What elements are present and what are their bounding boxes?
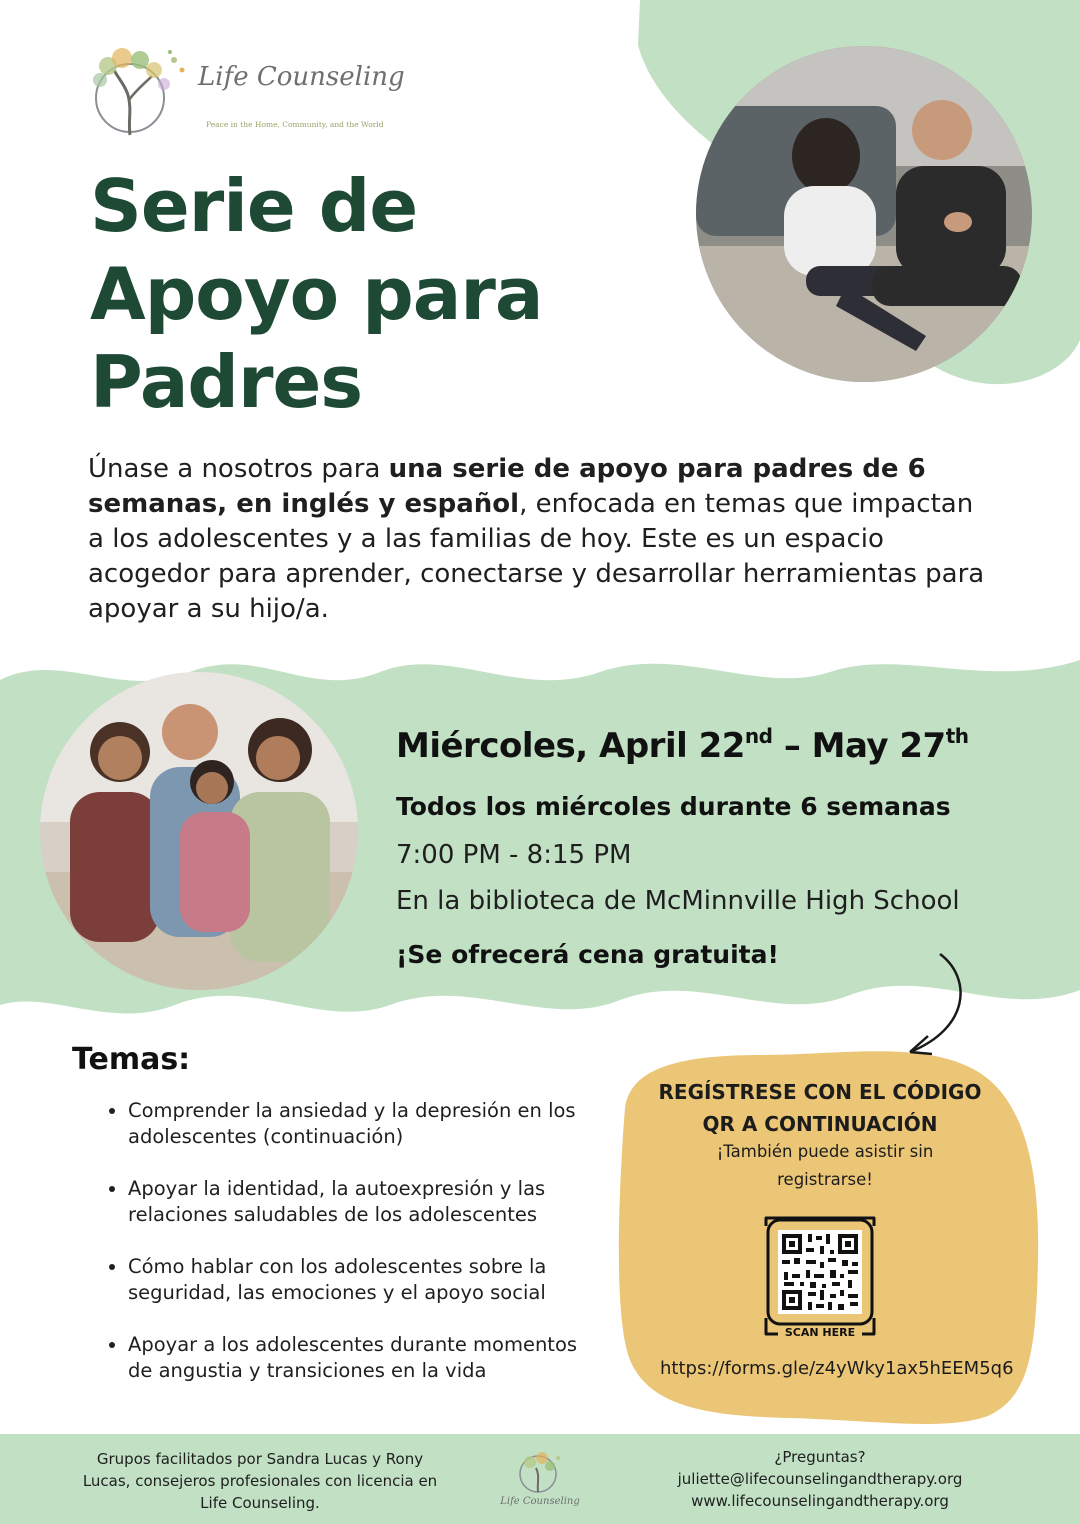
page-title <box>90 162 690 426</box>
topic-item: • Apoyar a los adolescentes durante momentos de angustia y transiciones en la vida <box>128 1332 598 1384</box>
event-date-end-suffix: th <box>945 724 969 748</box>
topics-heading: Temas: <box>72 1042 191 1077</box>
event-date-start-suffix: nd <box>744 724 773 748</box>
intro-paragraph <box>88 452 988 627</box>
event-time: 7:00 PM - 8:15 PM <box>396 840 632 870</box>
topic-item: • Comprender la ansiedad y la depresión en los adolescentes (continuación) <box>128 1098 598 1150</box>
event-date-start: Miércoles, April 22 <box>396 726 745 766</box>
event-location: En la biblioteca de McMinnville High School <box>396 886 960 916</box>
logo <box>78 40 405 140</box>
intro-rest: , enfocada en temas que impactan a los adolescentes y a las familias de hoy. Este es un espacio acogedor para aprender, conectarse y desarrollar herramientas para apoyar a su hijo/a. <box>88 489 985 624</box>
footer-contact <box>650 1446 990 1512</box>
title-line-2: Apoyo para <box>90 252 543 336</box>
footer <box>0 1434 1080 1524</box>
teen-counseling-photo <box>696 46 1032 382</box>
intro-bold: una serie de apoyo para padres de 6 semanas, en inglés y español <box>88 454 926 519</box>
family-photo <box>40 672 358 990</box>
register-url-link[interactable]: https://forms.gle/z4yWky1ax5hEEM5q6 <box>660 1358 1014 1379</box>
curved-arrow-icon <box>900 950 980 1060</box>
qr-code-frame[interactable] <box>760 1212 880 1342</box>
scan-here-label: SCAN HERE <box>784 1326 856 1339</box>
footer-tree-logo-icon <box>500 1446 580 1518</box>
event-date-end: – May 27 <box>772 726 946 766</box>
intro-lead: Únase a nosotros para <box>88 454 389 484</box>
footer-credits: Grupos facilitados por Sandra Lucas y Rony Lucas, consejeros profesionales con licencia en Life Counseling. <box>82 1450 438 1512</box>
footer-questions: ¿Preguntas? <box>774 1448 866 1466</box>
family-photo-illustration <box>40 672 358 990</box>
event-dinner-note: ¡Se ofrecerá cena gratuita! <box>396 940 779 969</box>
footer-logo <box>500 1446 580 1518</box>
footer-website-link[interactable]: www.lifecounselingandtherapy.org <box>691 1492 949 1510</box>
event-date-range <box>396 726 969 766</box>
teen-photo-illustration <box>696 46 1032 382</box>
topic-item: • Apoyar la identidad, la autoexpresión y las relaciones saludables de los adolescentes <box>128 1176 598 1228</box>
title-line-1: Serie de <box>90 164 418 248</box>
tree-logo-icon <box>78 40 193 140</box>
topic-item: • Cómo hablar con los adolescentes sobre la seguridad, las emociones y el apoyo social <box>128 1254 598 1306</box>
footer-email-link[interactable]: juliette@lifecounselingandtherapy.org <box>677 1470 963 1488</box>
qr-code[interactable] <box>760 1212 880 1342</box>
topics-list <box>100 1098 598 1410</box>
register-heading: REGÍSTRESE CON EL CÓDIGO QR A CONTINUACIÓN <box>658 1080 982 1136</box>
event-frequency: Todos los miércoles durante 6 semanas <box>396 792 951 821</box>
title-line-3: Padres <box>90 340 363 424</box>
logo-brand-text: Life Counseling <box>198 62 405 92</box>
register-note: ¡También puede asistir sin registrarse! <box>716 1142 934 1189</box>
footer-logo-text: Life Counseling <box>500 1496 580 1507</box>
logo-tagline: Peace in the Home, Community, and the World <box>206 120 384 129</box>
